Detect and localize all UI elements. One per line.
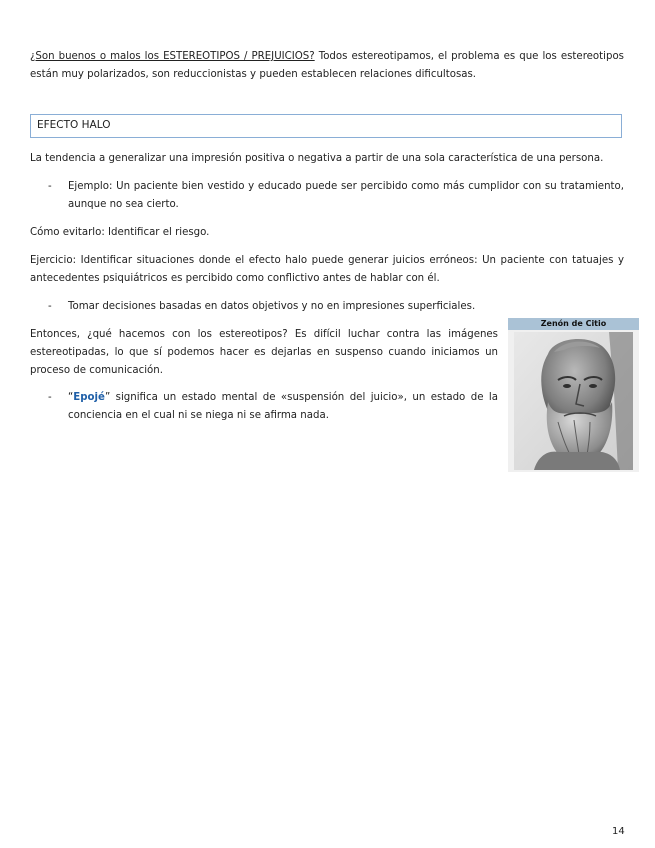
intro-text: Todos estereotipamos, el problema es que los estereotipos están muy polarizados, son reduccionistas y pueden establecen relaciones dificultosas. bbox=[30, 51, 624, 80]
figure-caption: Zenón de Citio bbox=[508, 318, 639, 330]
bust-portrait-image bbox=[514, 332, 633, 470]
epoje-definition: ” significa un estado mental de «suspensión del juicio», un estado de la conciencia en el cual ni se niega ni se afirma nada. bbox=[68, 392, 498, 421]
intro-question: ¿Son buenos o malos los ESTEREOTIPOS / PREJUICIOS? bbox=[30, 51, 315, 62]
definition-paragraph: La tendencia a generalizar una impresión positiva o negativa a partir de una sola característica de una persona. bbox=[30, 153, 604, 164]
conclusion-paragraph: Entonces, ¿qué hacemos con los estereotipos? Es difícil luchar contra las imágenes estereotipadas, lo que sí podemos hacer es dejarlas en suspenso cuando iniciamos un proceso de comunicación. bbox=[30, 329, 498, 376]
decision-bullet bbox=[48, 298, 624, 316]
bullet-dash: - bbox=[48, 181, 52, 192]
epoje-bullet bbox=[48, 389, 498, 425]
bullet-dash: - bbox=[48, 301, 52, 312]
epoje-bullet-text bbox=[68, 389, 498, 425]
portrait-figure bbox=[508, 318, 639, 472]
epoje-open-quote: “ bbox=[68, 392, 74, 403]
example-bullet-text: Ejemplo: Un paciente bien vestido y educado puede ser percibido como más cumplidor con su tratamiento, aunque no sea cierto. bbox=[68, 181, 624, 210]
intro-paragraph bbox=[30, 48, 624, 84]
example-bullet bbox=[48, 178, 624, 214]
avoid-paragraph: Cómo evitarlo: Identificar el riesgo. bbox=[30, 227, 210, 238]
exercise-paragraph: Ejercicio: Identificar situaciones donde el efecto halo puede generar juicios erróneos: Un paciente con tatuajes y antecedentes psiquiátricos es percibido como conflictivo antes de hablar con él. bbox=[30, 255, 624, 284]
section-heading-box: EFECTO HALO bbox=[30, 114, 622, 138]
bullet-dash: - bbox=[48, 392, 52, 403]
epoje-term: Epojé bbox=[73, 392, 105, 403]
page-number: 14 bbox=[612, 826, 625, 837]
decision-bullet-text: Tomar decisiones basadas en datos objetivos y no en impresiones superficiales. bbox=[68, 301, 476, 312]
